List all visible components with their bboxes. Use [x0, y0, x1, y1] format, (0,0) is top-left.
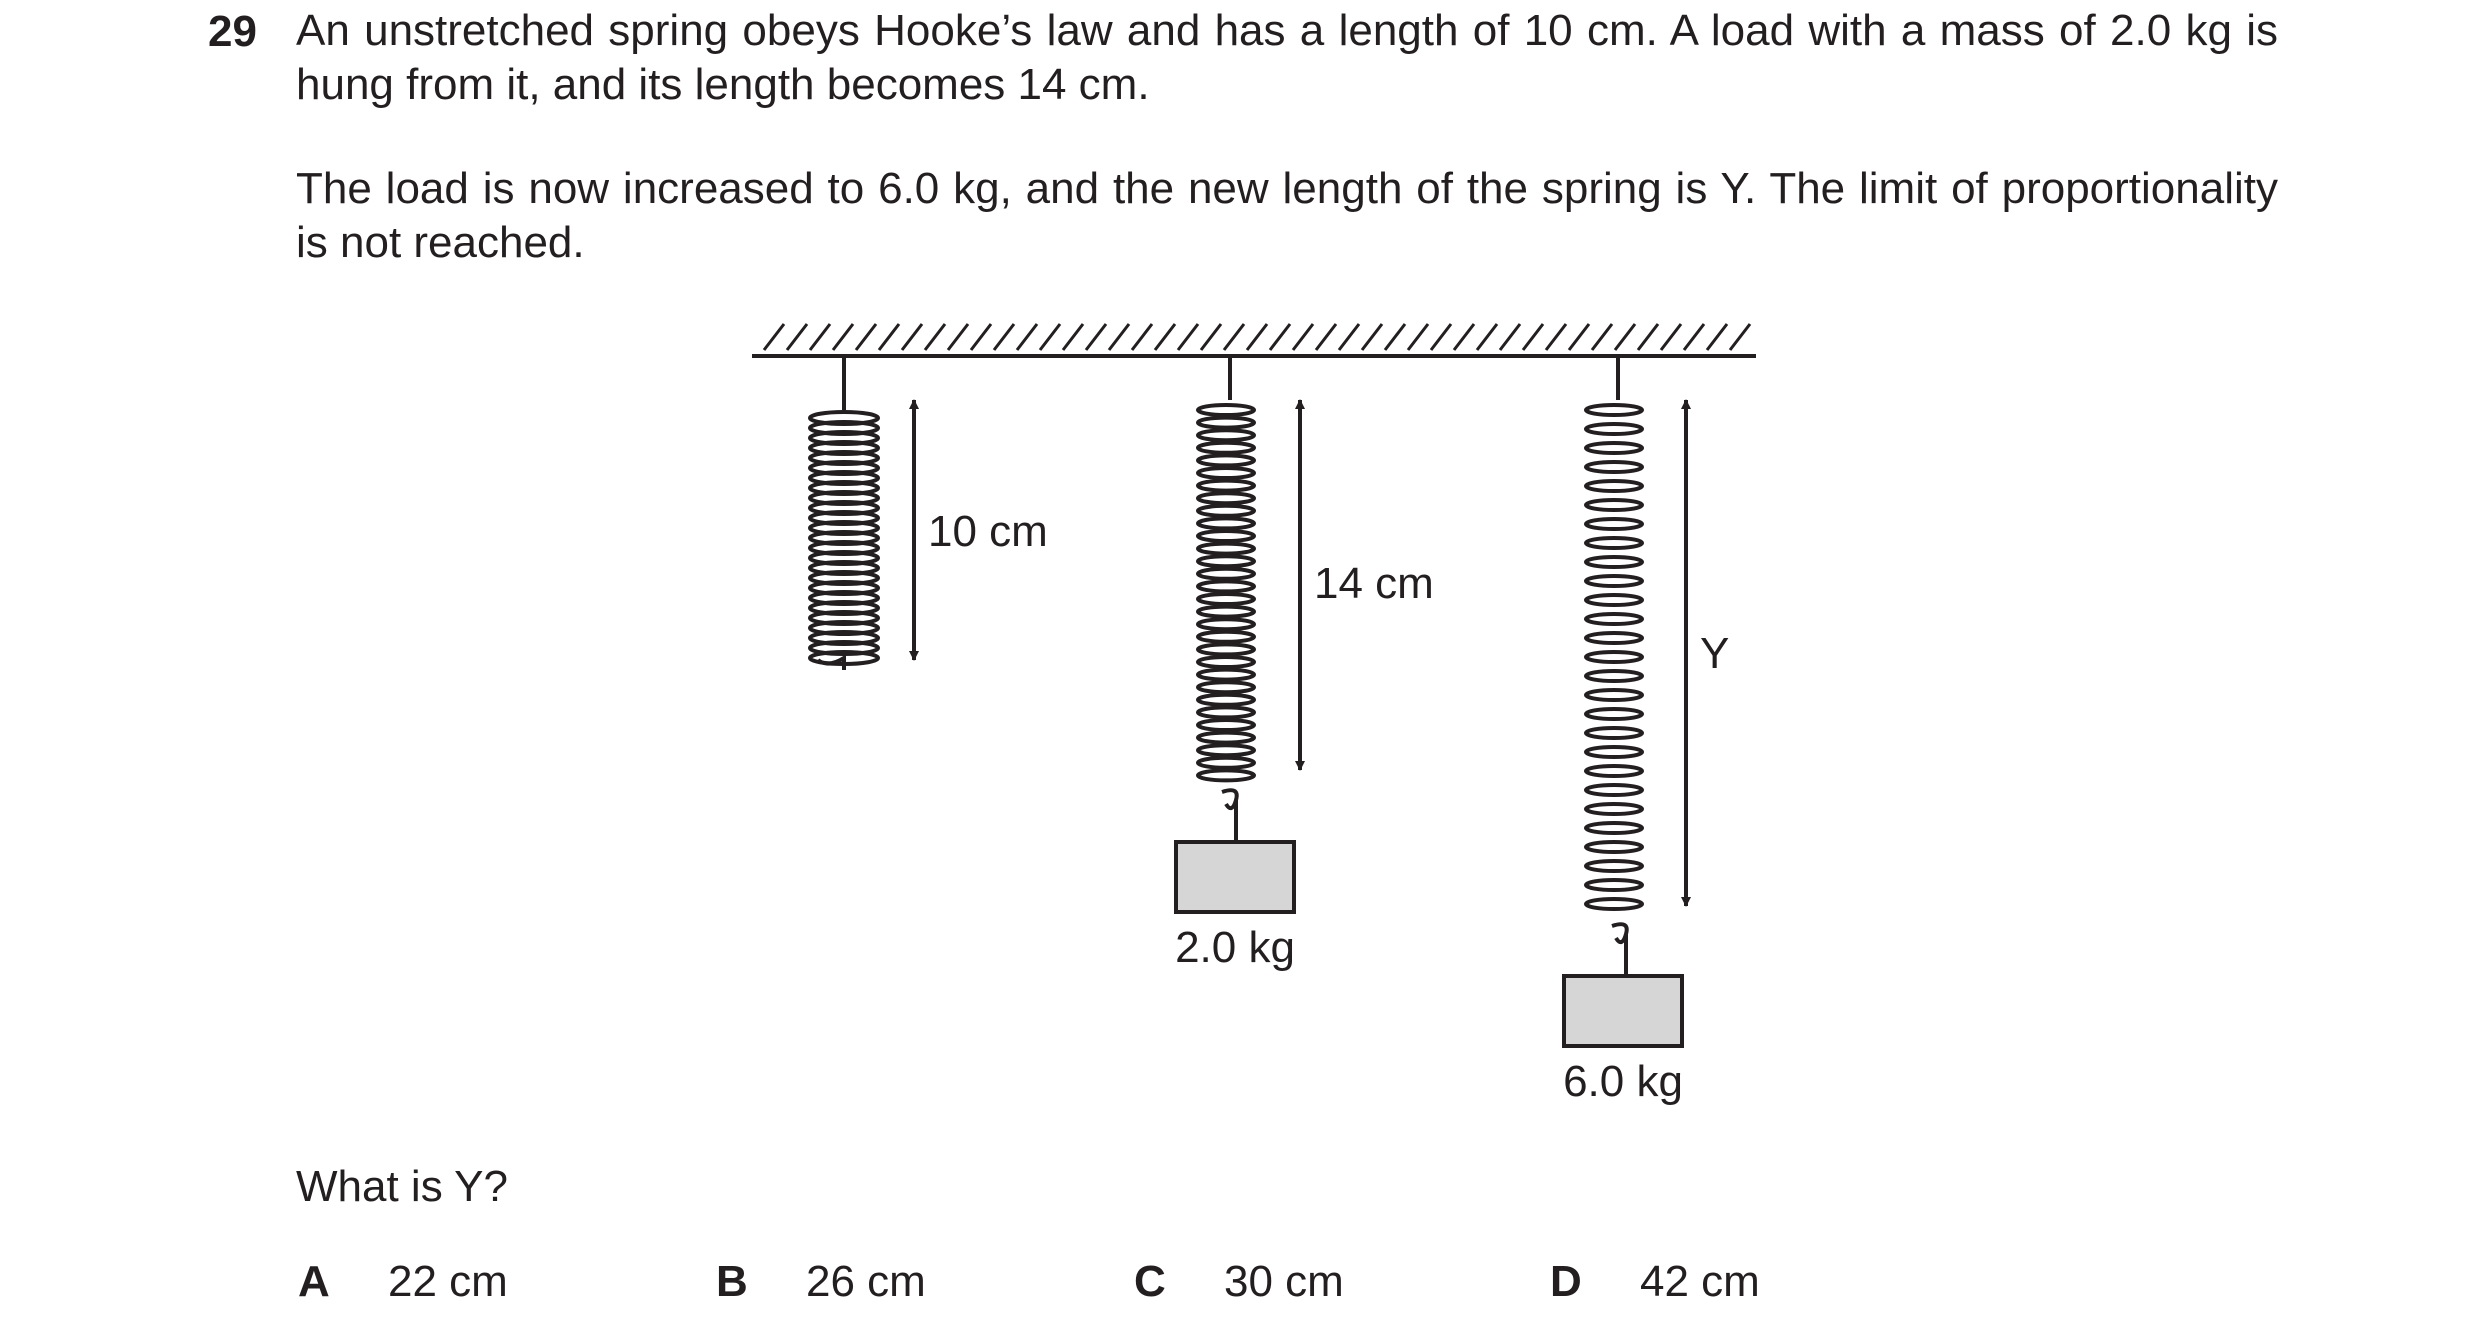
option-a-value: 22 cm [388, 1257, 508, 1306]
option-a-letter: A [298, 1257, 330, 1306]
spring-2-coils [1198, 405, 1254, 780]
spring-unstretched [810, 356, 878, 670]
question-text-paragraph-2: The load is now increased to 6.0 kg, and the new length of the spring is Y. The limit of proportionality is not reached. [296, 164, 2278, 267]
option-d-value: 42 cm [1640, 1257, 1760, 1306]
option-b-value: 26 cm [806, 1257, 926, 1306]
spring-3-coils [1586, 405, 1642, 909]
label-mass-6kg: 6.0 kg [1563, 1057, 1683, 1106]
ceiling-hatching [764, 324, 1750, 350]
option-d[interactable] [1550, 1255, 1760, 1309]
label-14cm: 14 cm [1314, 559, 1434, 608]
option-c-letter: C [1134, 1257, 1166, 1306]
label-y: Y [1700, 629, 1730, 678]
option-b-letter: B [716, 1257, 748, 1306]
option-c-value: 30 cm [1224, 1257, 1344, 1306]
option-c[interactable] [1134, 1255, 1344, 1309]
mass-block-6kg [1564, 976, 1682, 1046]
question-prompt: What is Y? [296, 1162, 508, 1211]
label-mass-2kg: 2.0 kg [1175, 923, 1295, 972]
option-a[interactable] [298, 1255, 508, 1309]
label-10cm: 10 cm [928, 507, 1048, 556]
spring-with-6kg [1586, 356, 1642, 976]
option-b[interactable] [716, 1255, 926, 1309]
question-text-paragraph-1: An unstretched spring obeys Hooke’s law and has a length of 10 cm. A load with a mass of 2.0 kg is hung from it, and its length becomes 14 cm. [296, 6, 2278, 109]
spring-with-2kg [1198, 356, 1254, 842]
option-d-letter: D [1550, 1257, 1582, 1306]
spring-1-coils [810, 412, 878, 664]
question-number: 29 [208, 7, 257, 56]
mass-block-2kg [1176, 842, 1294, 912]
